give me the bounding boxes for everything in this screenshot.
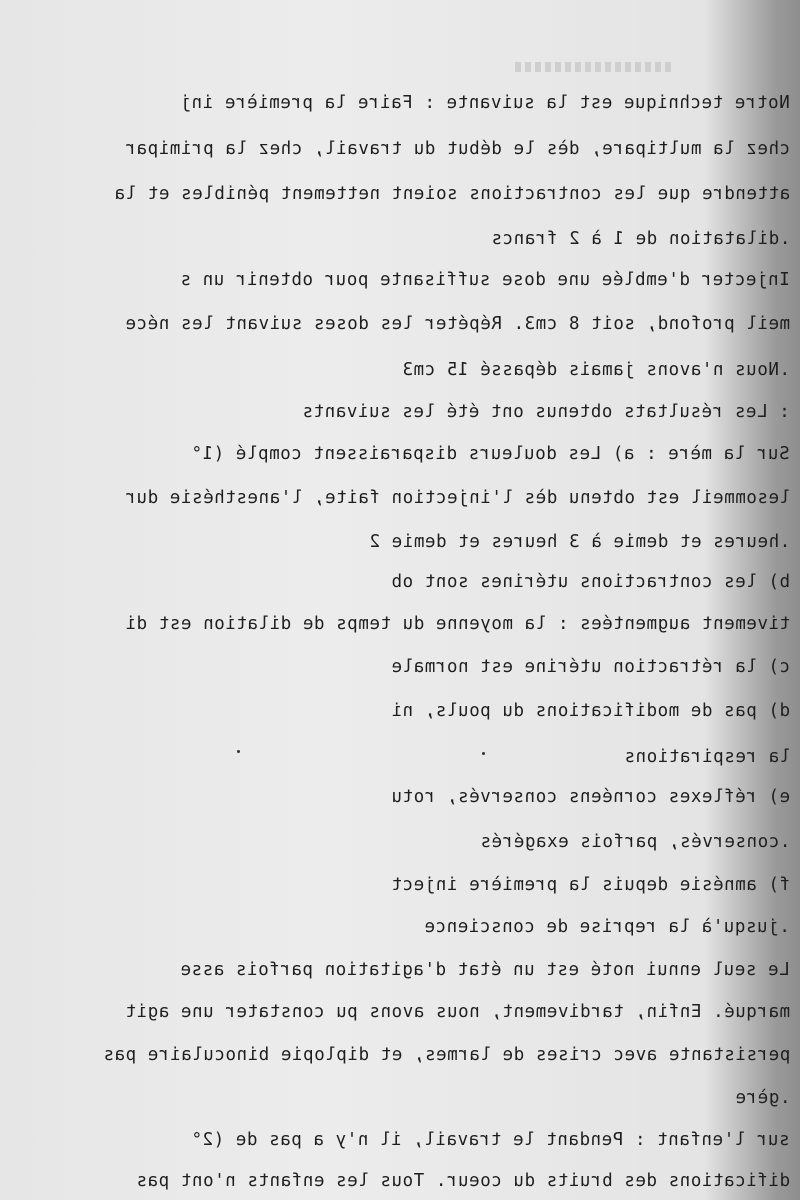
text-line: persistante avec crises de larmes, et diplopie binoculaire pas bbox=[102, 1045, 790, 1065]
text-line: Injecter d'emblée une dose suffisante pour obtenir un s bbox=[180, 270, 790, 290]
text-line: b) les contractions utérines sont ob bbox=[390, 572, 790, 592]
text-line: Les résultats obtenus ont été les suivants : bbox=[302, 402, 790, 422]
text-line: chez la multipare, dès le début du travail, chez la primipar bbox=[124, 139, 790, 159]
text-line: e) réflexes cornéens conservés, rotu bbox=[390, 787, 790, 807]
text-line: meil profond, soit 8 cm3. Répéter les doses suivant les néce bbox=[124, 314, 790, 334]
text-line: 1°) Sur la mère : a) Les douleurs disparaissent complé bbox=[191, 444, 790, 464]
text-line: marqué. Enfin, tardivement, nous avons pu constater une agit bbox=[124, 1002, 790, 1022]
text-line: dilatation de 1 à 2 francs. bbox=[490, 229, 790, 249]
bleed-through-mark bbox=[515, 62, 675, 72]
ink-speck bbox=[237, 750, 240, 753]
text-line: Le seul ennui noté est un état d'agitation parfois asse bbox=[180, 960, 790, 980]
text-line: gère. bbox=[734, 1088, 790, 1108]
text-line: Notre technique est la suivante : Faire la première inj bbox=[180, 93, 790, 113]
text-line: Nous n'avons jamais dépassé 15 cm3. bbox=[401, 360, 790, 380]
text-line: conservés, parfois exagérés. bbox=[479, 832, 790, 852]
text-line: 2 heures et demie à 3 heures et demie. bbox=[368, 532, 790, 552]
text-line: tivement augmentées : la moyenne du temps de dilation est di bbox=[124, 614, 790, 634]
text-line: c) la rétraction utérine est normale bbox=[390, 657, 790, 677]
text-line: d) pas de modifications du pouls, ni bbox=[390, 701, 790, 721]
text-line: difications des bruits du coeur. Tous les enfants n'ont pas bbox=[135, 1171, 790, 1191]
text-line: 2°) sur l'enfant : Pendant le travail, il n'y a pas de bbox=[191, 1130, 790, 1150]
ink-speck bbox=[482, 752, 485, 755]
text-line: attendre que les contractions soient nettement pénibles et la bbox=[113, 184, 790, 204]
text-line: f) amnésie depuis la première inject bbox=[390, 875, 790, 895]
text-line: la respirations bbox=[623, 747, 790, 767]
text-line: lesommeil est obtenu dès l'injection faite, l'anesthésie dur bbox=[124, 488, 790, 508]
text-line: jusqu'à la reprise de conscience. bbox=[424, 917, 790, 937]
